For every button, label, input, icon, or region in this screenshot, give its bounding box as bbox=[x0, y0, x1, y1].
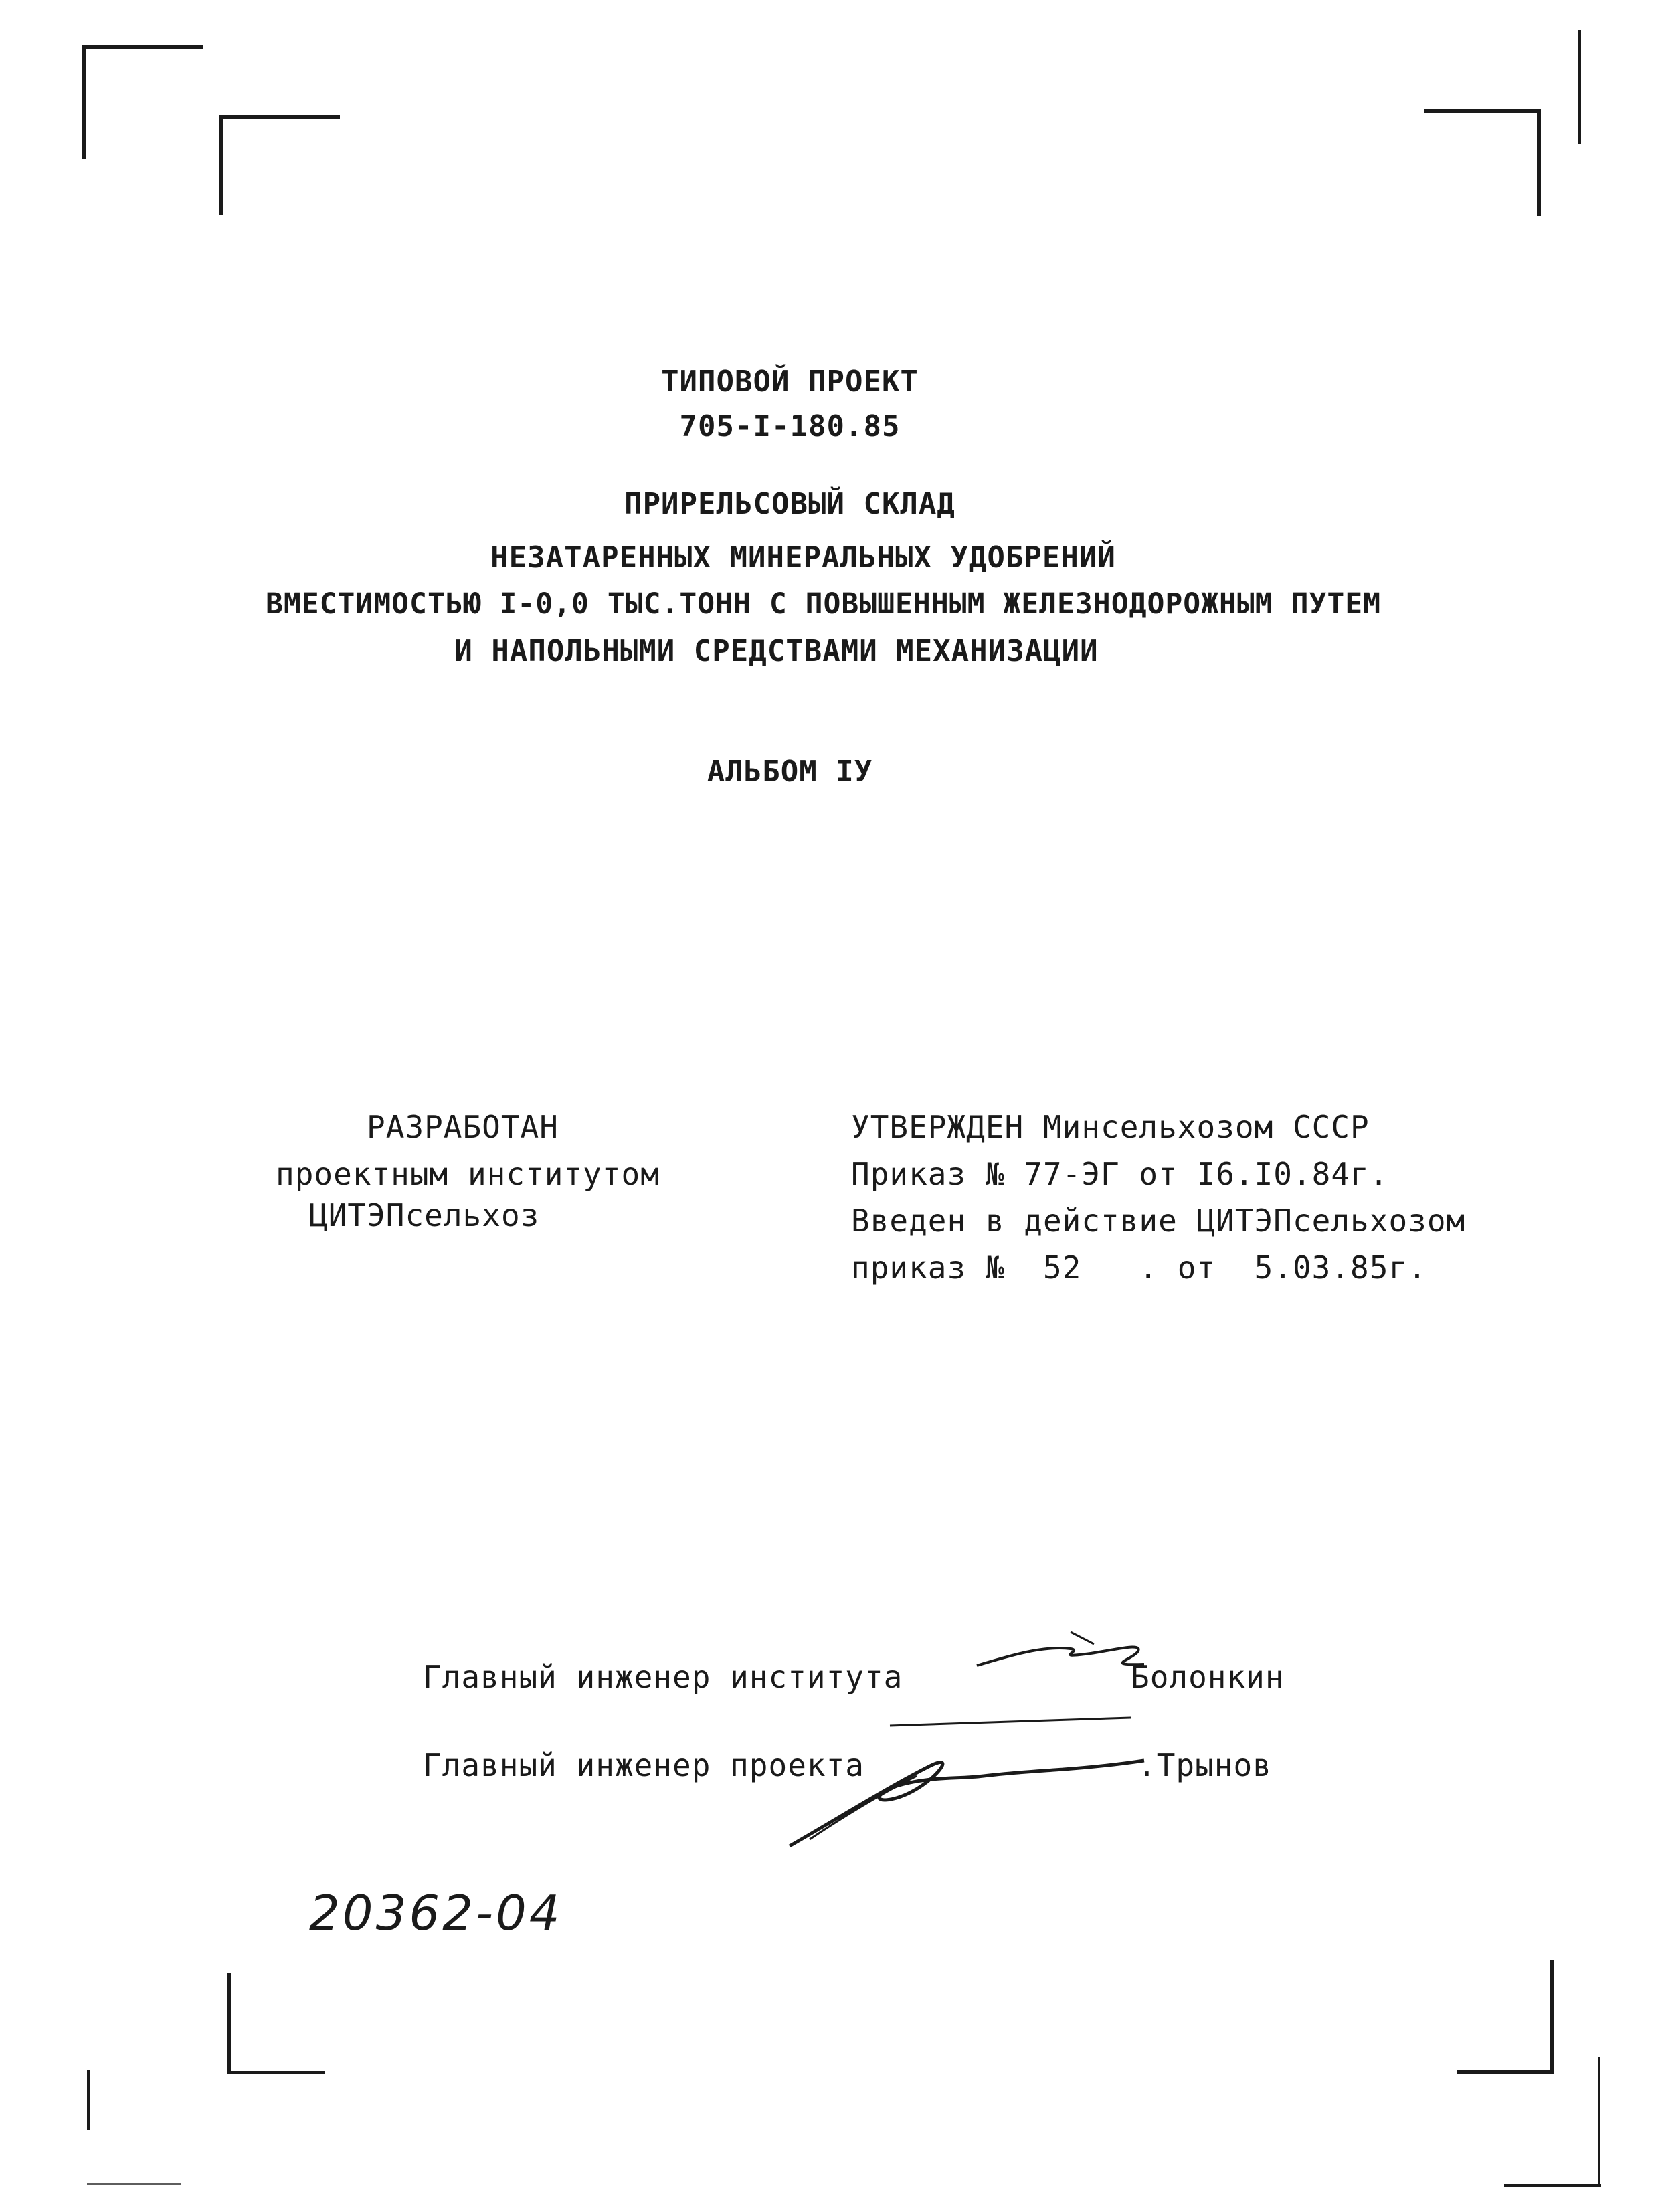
heading-line-1: ПРИРЕЛЬСОВЫЙ СКЛАД bbox=[624, 487, 955, 521]
album-number: АЛЬБОМ IУ bbox=[707, 755, 873, 789]
archive-number: 20362-04 bbox=[309, 1885, 563, 1941]
corner-mark-inner-bottom-left-v bbox=[227, 1973, 231, 2074]
enacted-order: приказ № 52 . от 5.03.85г. bbox=[851, 1249, 1427, 1286]
corner-mark-inner-top-left-v bbox=[219, 115, 223, 215]
heading-line-2: НЕЗАТАРЕННЫХ МИНЕРАЛЬНЫХ УДОБРЕНИЙ bbox=[490, 540, 1116, 575]
corner-mark-outer-bottom-right-h bbox=[1504, 2184, 1601, 2187]
approved-order: Приказ № 77-ЭГ от I6.I0.84г. bbox=[851, 1156, 1389, 1192]
developed-institute-line: проектным институтом bbox=[276, 1156, 660, 1192]
enacted-line: Введен в действие ЦИТЭПсельхозом bbox=[851, 1203, 1466, 1239]
corner-mark-outer-top-right-v bbox=[1578, 30, 1581, 144]
project-number: 705-I-180.85 bbox=[679, 409, 901, 443]
heading-line-4: И НАПОЛЬНЫМИ СРЕДСТВАМИ МЕХАНИЗАЦИИ bbox=[454, 634, 1099, 668]
corner-mark-inner-top-right-v bbox=[1537, 109, 1541, 216]
corner-mark-inner-bottom-left-h bbox=[227, 2071, 325, 2074]
chief-engineer-institute-role: Главный инженер института bbox=[423, 1659, 903, 1695]
chief-engineer-institute-name: Болонкин bbox=[1131, 1659, 1285, 1695]
corner-mark-outer-top-left-v bbox=[82, 45, 86, 159]
signature-trynov bbox=[783, 1712, 1158, 1859]
developed-label: РАЗРАБОТАН bbox=[367, 1109, 559, 1145]
chief-engineer-project-name: .Трынов bbox=[1137, 1747, 1272, 1783]
approved-line-1: УТВЕРЖДЕН Минсельхозом СССР bbox=[851, 1109, 1370, 1145]
corner-mark-inner-top-left-h bbox=[219, 115, 340, 119]
chief-engineer-project-role: Главный инженер проекта bbox=[423, 1747, 864, 1783]
corner-mark-inner-bottom-right-h bbox=[1457, 2070, 1554, 2074]
corner-mark-inner-top-right-h bbox=[1424, 109, 1541, 113]
corner-mark-outer-bottom-left-v bbox=[87, 2070, 90, 2130]
developed-institute-name: ЦИТЭПсельхоз bbox=[309, 1197, 540, 1233]
corner-mark-outer-top-left-h bbox=[82, 45, 203, 49]
project-type: ТИПОВОЙ ПРОЕКТ bbox=[661, 365, 919, 399]
corner-mark-outer-bottom-right-v bbox=[1598, 2057, 1600, 2187]
heading-line-3: ВМЕСТИМОСТЬЮ I-0,0 ТЫС.ТОНН С ПОВЫШЕННЫМ ЖЕЛЕЗНОДОРОЖНЫМ ПУТЕМ bbox=[265, 587, 1382, 621]
corner-mark-inner-bottom-right-v bbox=[1550, 1960, 1554, 2074]
corner-mark-outer-bottom-left-h bbox=[87, 2183, 181, 2185]
